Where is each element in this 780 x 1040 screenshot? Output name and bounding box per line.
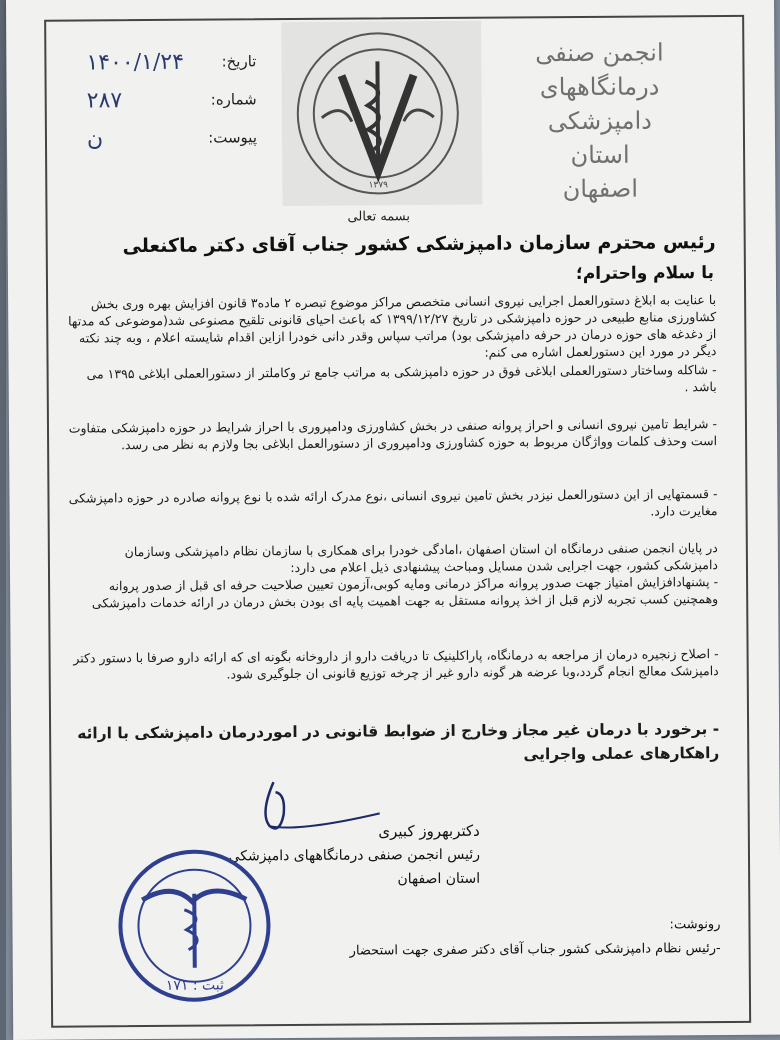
paragraph-workforce: - شرایط تامین نیروی انسانی و احراز پروانه صنفی در بخش کشاورزی ودامپروری با احراز شرایط در حوزه دامپزشکی متفاوت است وحذف کلمات وواژگان مربوط به حوزه کشاورزی ودامپروری از دستورالعمل ابلاغی بجا ولازم به نظر می رسد. bbox=[68, 416, 718, 453]
signer-name: دکتربهروز کبیری bbox=[378, 821, 480, 841]
background-edge bbox=[0, 0, 6, 1040]
date-value: ۱۴۰۰/۱/۲۴ bbox=[86, 49, 185, 75]
paragraph-license: - قسمتهایی از این دستورالعمل نیزدر بخش تامین نیروی انسانی ،نوع مدرک ارائه شده با نوع پروانه صادره در حوزه دامپزشکی مغایرت دارد. bbox=[68, 486, 718, 519]
attachment-value: ن bbox=[86, 125, 104, 151]
recipient-line: رئیس محترم سازمان دامپزشکی کشور جناب آقای دکتر ماکنعلی bbox=[122, 231, 716, 258]
stamp-reg-number: ثبت : ۱۷۱ bbox=[165, 977, 224, 994]
number-value: ۲۸۷ bbox=[86, 87, 123, 113]
org-line-2: درمانگاههای bbox=[539, 72, 660, 102]
paragraph-proposal: - پشنهادافزایش امتیاز جهت صدور پروانه مراکز درمانی ومایه کوبی،آزمون تعیین صلاحیت حرفه ای قبل از صدور پروانه وهمچنین کسب تجربه لازم قبل از اخذ پروانه مستقل به جهت اهمیت پایه ای بودن بخش درمان در ارائه خدمات دامپزشکی bbox=[91, 574, 719, 611]
org-line-3: دامپزشکی bbox=[547, 106, 652, 136]
greeting: با سلام واحترام؛ bbox=[575, 263, 714, 285]
paragraph-readiness: در پایان انجمن صنفی درمانگاه ان استان اصفهان ،امادگی خودرا برای همکاری با سازمان نظام دامپزشکی وسازمان دامپزشکی کشور، جهت اجرایی شدن مسایل ومباحث پیشنهادی ذیل اعلام می دارد: bbox=[124, 540, 719, 576]
paragraph-enforcement: - برخورد با درمان غیر مجاز وخارج از ضوابط قانونی در اموردرمان دامپزشکی با ارائه راهکارهای عملی واجرایی bbox=[77, 720, 720, 764]
org-line-4: استان bbox=[570, 140, 630, 170]
logo-year: ۱۳۷۹ bbox=[368, 180, 389, 191]
letter-meta bbox=[86, 42, 257, 157]
attachment-row bbox=[87, 118, 257, 157]
copy-line: -رئیس نظام دامپزشکی کشور جناب آقای دکتر صفری جهت استحضار bbox=[349, 941, 721, 959]
number-label: شماره: bbox=[210, 90, 257, 109]
date-label: تاریخ: bbox=[221, 52, 257, 71]
logo-emblem-icon bbox=[281, 21, 482, 206]
organization-header bbox=[514, 35, 685, 206]
basmala: بسمه تعالی bbox=[347, 209, 411, 225]
attachment-label: پیوست: bbox=[208, 128, 258, 147]
copy-heading: رونوشت: bbox=[669, 917, 721, 933]
paragraph-treatment-chain: - اصلاح زنجیره درمان از مراجعه به درمانگاه، پاراکلینیک تا دریافت دارو از داروخانه بگونه ای که ارائه دارو صرفا با دستور دکتر دامپزشک معالج انجام گردد،وبا عرضه هر گونه دارو غیر از چرخه توزیع قانونی ان جلوگیری شود. bbox=[73, 646, 719, 682]
date-row bbox=[86, 42, 256, 81]
paragraph-structure: - شاکله وساختار دستورالعملی ابلاغی فوق در حوزه دامپزشکی به مراتب جامع تر وکاملتر از دستورالعملی ابلاغی ۱۳۹۵ می باشد . bbox=[86, 362, 717, 395]
organization-logo bbox=[281, 21, 482, 206]
copy-block bbox=[220, 913, 720, 964]
signer-title: رئیس انجمن صنفی درمانگاههای دامپزشکی استان اصفهان bbox=[228, 846, 481, 888]
org-line-5: اصفهان bbox=[562, 174, 639, 204]
org-line-1: انجمن صنفی bbox=[535, 38, 664, 68]
paragraph-intro: با عنایت به ابلاغ دستورالعمل اجرایی نیروی انسانی متخصص مراکز موضوع تبصره ۲ ماده۳ قانون افزایش بهره وری بخش کشاورزی منابع طبیعی در حوزه دامپزشکی در تاریخ ۱۳۹۹/۱۲/۲۷ که باعث احیای قانونی تلقیح مصنوعی شد(موضوعی که مدتها از دغدغه های حوزه درمان در حرفه دامپزشکی بود) مراتب سپاس وقدر دانی خودرا ازاین اقدام شایسته اعلام ، وبه چند نکته دیگر در مورد این دستورلعمل اشاره می کنم: bbox=[68, 292, 717, 360]
letter-page bbox=[6, 0, 780, 1040]
number-row bbox=[87, 80, 257, 119]
